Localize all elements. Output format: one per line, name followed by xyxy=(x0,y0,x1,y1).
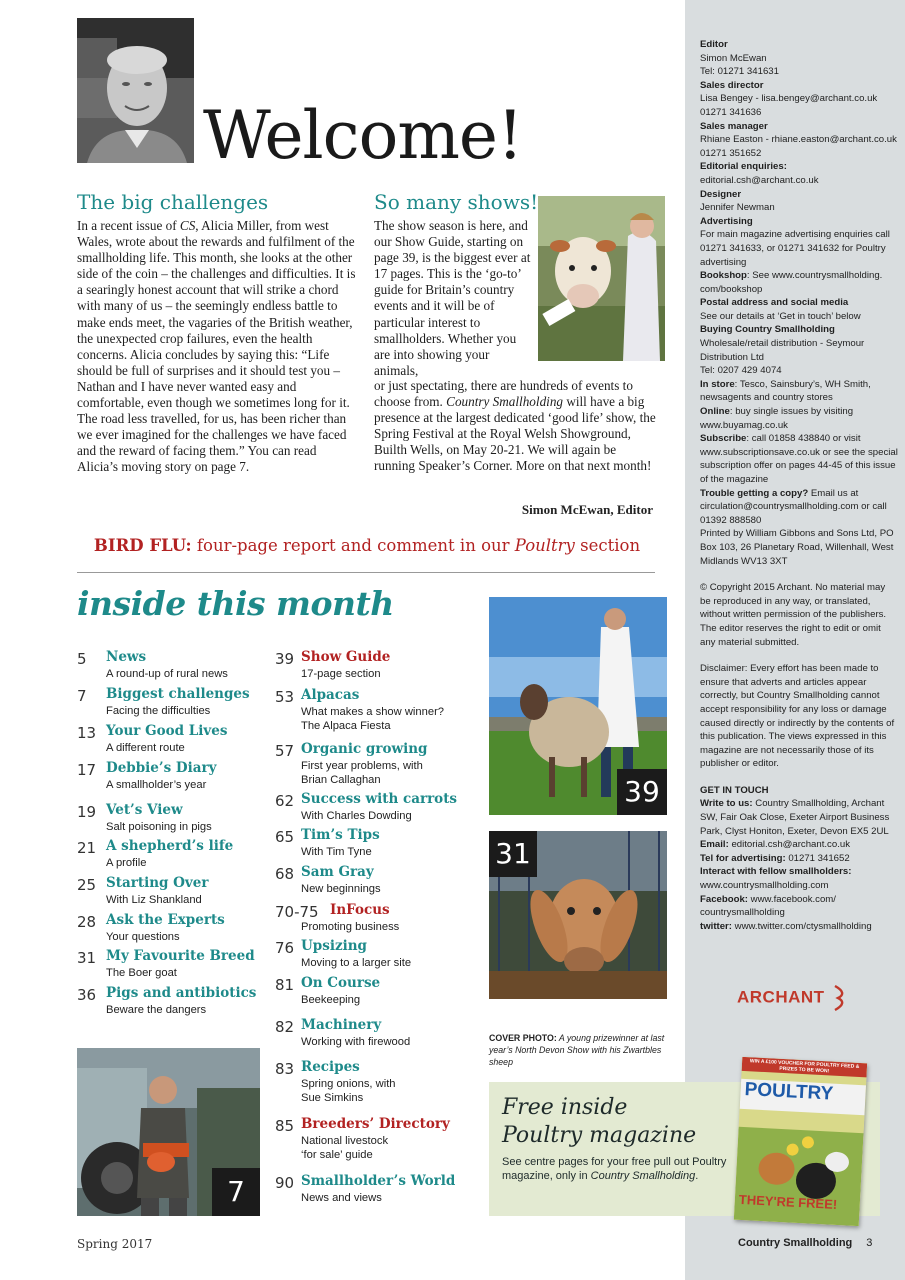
bookshop-text: : See www.countrysmallholding. com/bookshop xyxy=(700,270,883,295)
toc-title[interactable]: Starting Over xyxy=(106,875,209,891)
toc-page-number: 82 xyxy=(275,1018,295,1036)
toc-description: Salt poisoning in pigs xyxy=(106,821,212,833)
editor-portrait xyxy=(77,18,194,163)
toc-entry[interactable] xyxy=(275,1174,495,1208)
toc-entry[interactable] xyxy=(275,903,495,937)
toc-description: Beware the dangers xyxy=(106,1004,207,1016)
toc-description: With Tim Tyne xyxy=(301,846,372,858)
facebook-label: Facebook: xyxy=(700,893,748,905)
boer-goat-photo xyxy=(489,831,667,999)
sales-director-tel: 01271 341636 xyxy=(700,106,762,118)
toc-page-number: 19 xyxy=(77,803,97,821)
advertising-text: For main magazine advertising enquiries call 01271 341633, or 01271 341632 for Poultry advertising xyxy=(700,229,890,268)
buying-text: Wholesale/retail distribution - Seymour Distribution Ltd xyxy=(700,338,865,363)
promo-text: See centre pages for your free pull out Poultry magazine, only in Country Smallholding. xyxy=(502,1156,727,1182)
col1-heading: The big challenges xyxy=(77,190,269,214)
toc-title[interactable]: Recipes xyxy=(301,1059,360,1075)
folio: Country Smallholding 3 xyxy=(738,1237,873,1249)
col2-body-top: The show season is here, and our Show Guide, starting on page 39, is the biggest ever at 17 pages. This is the ‘go-to’ guide for Britain’s country events and it will be of particular interest to smallholders. Whether you are into showing your animals, xyxy=(374,218,531,378)
toc-description: 17-page section xyxy=(301,668,381,680)
toc-title[interactable]: Breeders’ Directory xyxy=(301,1116,450,1132)
toc-description: Facing the difficulties xyxy=(106,705,211,717)
toc-description: First year problems, with xyxy=(301,760,423,772)
toc-entry[interactable] xyxy=(275,1018,495,1052)
toc-description-line2: ‘for sale’ guide xyxy=(301,1149,373,1161)
toc-entry[interactable] xyxy=(77,913,297,947)
man-page-number: 7 xyxy=(212,1168,260,1216)
toc-title[interactable]: Success with carrots xyxy=(301,791,458,807)
toc-title[interactable]: Vet’s View xyxy=(106,802,183,818)
get-in-touch-label: GET IN TOUCH xyxy=(700,784,769,796)
sales-manager-label: Sales manager xyxy=(700,120,768,132)
toc-description: News and views xyxy=(301,1192,382,1204)
toc-page-number: 90 xyxy=(275,1174,295,1192)
toc-title[interactable]: Debbie’s Diary xyxy=(106,760,217,776)
subscribe-label: Subscribe xyxy=(700,433,747,445)
toc-entry[interactable] xyxy=(77,650,297,684)
editor-label: Editor xyxy=(700,39,728,50)
tel-advertising-label: Tel for advertising: xyxy=(700,852,786,864)
instore-label: In store xyxy=(700,378,735,390)
toc-description: Working with firewood xyxy=(301,1036,411,1048)
toc-entry[interactable] xyxy=(77,876,297,910)
toc-entry[interactable] xyxy=(77,986,297,1020)
toc-title[interactable]: Organic growing xyxy=(301,741,428,757)
sales-director-label: Sales director xyxy=(700,79,764,91)
trouble-label: Trouble getting a copy? xyxy=(700,487,809,499)
toc-entry[interactable] xyxy=(275,792,495,826)
advertising-label: Advertising xyxy=(700,215,753,227)
toc-entry[interactable] xyxy=(275,650,495,684)
editor-tel: Tel: 01271 341631 xyxy=(700,66,779,78)
email-label: Email: xyxy=(700,839,729,851)
sheep-page-number: 39 xyxy=(617,769,667,815)
toc-title[interactable]: Your Good Lives xyxy=(106,723,228,739)
toc-entry[interactable] xyxy=(275,687,495,732)
col1-body: In a recent issue of CS, Alicia Miller, from west Wales, wrote about the rewards and fulfilment of the smallholding life. This month, she looks at the other side of the coin – the challenges and difficulties. It is a searingly honest account that will strike a chord with many of us – the seemingly endless battle to make ends meet, the vagaries of the British weather, the unexpected crop failures, even the health concerns. Alicia concludes by saying this: “Life should be full of surprises and it should test you – Nathan and I have never wanted easy and comfortable, even though we sometimes long for it. The road less travelled, for us, has been richer than we ever imagined for the challenges we have faced and the reward of facing them.” You can read Alicia’s moving story on page 7. xyxy=(77,218,356,475)
toc-entry[interactable] xyxy=(77,724,297,758)
divider xyxy=(77,572,655,573)
sales-manager-tel: 01271 351652 xyxy=(700,147,762,159)
toc-page-number: 7 xyxy=(77,687,87,705)
email-text: editorial.csh@archant.co.uk xyxy=(728,839,850,851)
toc-entry[interactable] xyxy=(77,949,297,983)
toc-description: Beekeeping xyxy=(301,994,361,1006)
credits-text xyxy=(700,38,898,933)
toc-entry[interactable] xyxy=(77,687,297,721)
toc-entry[interactable] xyxy=(275,828,495,862)
toc-title[interactable]: News xyxy=(106,649,147,665)
toc-page-number: 17 xyxy=(77,761,97,779)
subscribe-text: : call 01858 438840 or visit www.subscriptionsave.co.uk or see the special subscription offer on pages 44-45 of this issue of the magazine xyxy=(700,433,898,485)
toc-page-number: 5 xyxy=(77,650,87,668)
toc-title[interactable]: Biggest challenges xyxy=(106,686,250,702)
mag-title: POULTRY xyxy=(744,1079,834,1105)
toc-description: Moving to a larger site xyxy=(301,957,412,969)
toc-title[interactable]: Tim’s Tips xyxy=(301,827,380,843)
toc-description: A round-up of rural news xyxy=(106,668,228,680)
toc-description: Spring onions, with xyxy=(301,1078,396,1090)
toc-page-number: 25 xyxy=(77,876,97,894)
toc-title[interactable]: Alpacas xyxy=(301,687,360,703)
disclaimer-text: Disclaimer: Every effort has been made to ensure that adverts and articles appear correctly, but Country Smallholding cannot accept responsibility for any loss or damage caused directly or indirectly by the contents of this publication. The views expressed in this magazine are not necessarily those of its publisher or editor. xyxy=(700,663,895,770)
editorial-email: editorial.csh@archant.co.uk xyxy=(700,174,819,186)
toc-page-number: 39 xyxy=(275,650,295,668)
toc-entry[interactable] xyxy=(275,939,495,973)
show-cow-photo xyxy=(538,196,665,361)
toc-entry[interactable] xyxy=(275,865,495,899)
toc-title[interactable]: Show Guide xyxy=(301,649,391,665)
col2-heading: So many shows! xyxy=(374,190,539,214)
archant-logo: ARCHANT xyxy=(737,985,848,1011)
cover-sheep-photo xyxy=(489,597,667,815)
toc-page-number: 76 xyxy=(275,939,295,957)
toc-entry[interactable] xyxy=(275,741,495,786)
toc-title[interactable]: On Course xyxy=(301,975,381,991)
twitter-text: www.twitter.com/ctysmallholding xyxy=(731,920,872,932)
issue-date: Spring 2017 xyxy=(77,1237,153,1251)
postal-label: Postal address and social media xyxy=(700,297,849,309)
toc-description: A different route xyxy=(106,742,185,754)
interact-text: www.countrysmallholding.com xyxy=(700,880,829,892)
toc-page-number: 28 xyxy=(77,913,97,931)
toc-title[interactable]: Machinery xyxy=(301,1017,382,1033)
bird-flu-banner: BIRD FLU: four-page report and comment in our Poultry section xyxy=(93,536,641,555)
toc-description-line2: The Alpaca Fiesta xyxy=(301,720,391,732)
toc-entry[interactable] xyxy=(275,1116,495,1161)
buying-tel: Tel: 0207 429 4074 xyxy=(700,365,782,377)
instore-text: : Tesco, Sainsbury’s, WH Smith, newsagents and country stores xyxy=(700,378,871,404)
toc-entry[interactable] xyxy=(275,1059,495,1104)
toc-page-number: 68 xyxy=(275,865,295,883)
designer-label: Designer xyxy=(700,188,742,200)
editorial-label: Editorial enquiries: xyxy=(700,161,787,173)
toc-page-number: 70-75 xyxy=(275,903,319,921)
toc-entry[interactable] xyxy=(77,839,297,873)
toc-page-number: 81 xyxy=(275,976,295,994)
col2-body-bottom: or just spectating, there are hundreds of events to choose from. Country Smallholding will have a big presence at the largest dedicated ‘good life’ show, the Spring Festival at the Royal Welsh Showground, Builth Wells, on May 20-21. We will again be running Speaker’s Corner. More on that next month! xyxy=(374,378,656,474)
toc-description-line2: Brian Callaghan xyxy=(301,774,381,786)
toc-title[interactable]: My Favourite Breed xyxy=(106,948,255,964)
toc-description: With Liz Shankland xyxy=(106,894,202,906)
toc-description: New beginnings xyxy=(301,883,381,895)
toc-description: The Boer goat xyxy=(106,967,177,979)
toc-description-line2: Sue Simkins xyxy=(301,1092,364,1104)
toc-page-number: 21 xyxy=(77,839,97,857)
twitter-label: twitter: xyxy=(700,920,732,932)
toc-description: Promoting business xyxy=(301,921,400,933)
cover-photo-caption: COVER PHOTO: A young prizewinner at last year’s North Devon Show with his Zwartbles sheep xyxy=(489,1033,665,1067)
online-text: : buy single issues by visiting www.buyamag.co.uk xyxy=(700,406,854,431)
toc-title[interactable]: Smallholder’s World xyxy=(301,1173,456,1189)
toc-heading: inside this month xyxy=(77,584,394,623)
toc-description: With Charles Dowding xyxy=(301,810,412,822)
toc-page-number: 53 xyxy=(275,688,295,706)
editor-name: Simon McEwan xyxy=(700,52,767,64)
mag-cover-line: THEY'RE FREE! xyxy=(738,1191,838,1212)
write-text: Country Smallholding, Archant SW, Fair Oak Close, Exeter Airport Business Park, Clyst Honiton, Exeter, Devon EX5 2UL xyxy=(700,798,890,837)
trouble-text: Email us at circulation@countrysmallholding.com or call 01392 888580 xyxy=(700,487,887,526)
copyright-text: © Copyright 2015 Archant. No material may be reproduced in any way, or translated, without written permission of the publishers. The editor reserves the right to edit or omit any material submitted. xyxy=(700,582,887,648)
toc-description: A smallholder’s year xyxy=(106,779,207,791)
write-label: Write to us: xyxy=(700,798,753,810)
page-title: Welcome! xyxy=(203,97,523,174)
promo-title: Free inside Poultry magazine xyxy=(502,1095,697,1148)
online-label: Online xyxy=(700,406,730,418)
toc-description: Your questions xyxy=(106,931,180,943)
designer-name: Jennifer Newman xyxy=(700,202,775,214)
toc-entry[interactable] xyxy=(77,761,297,795)
facebook-text: www.facebook.com/ countrysmallholding xyxy=(700,893,836,919)
sales-manager: Rhiane Easton - rhiane.easton@archant.co.uk xyxy=(700,134,897,146)
bookshop-label: Bookshop xyxy=(700,270,747,282)
toc-page-number: 85 xyxy=(275,1117,295,1135)
toc-page-number: 36 xyxy=(77,986,97,1004)
toc-entry[interactable] xyxy=(275,976,495,1010)
firewood-man-photo xyxy=(77,1048,260,1216)
toc-description: What makes a show winner? xyxy=(301,706,445,718)
postal-text: See our details at ‘Get in touch’ below xyxy=(700,310,861,322)
toc-description: National livestock xyxy=(301,1135,389,1147)
toc-page-number: 65 xyxy=(275,828,295,846)
toc-page-number: 57 xyxy=(275,742,295,760)
toc-page-number: 13 xyxy=(77,724,97,742)
toc-page-number: 31 xyxy=(77,949,97,967)
tel-advertising-text: 01271 341652 xyxy=(785,852,850,864)
toc-page-number: 62 xyxy=(275,792,295,810)
poultry-magazine-cover xyxy=(734,1057,867,1226)
toc-description: A profile xyxy=(106,857,147,869)
buying-label: Buying Country Smallholding xyxy=(700,324,835,336)
goat-page-number: 31 xyxy=(489,831,537,877)
toc-title[interactable]: Upsizing xyxy=(301,938,367,954)
toc-title[interactable]: Ask the Experts xyxy=(106,912,225,928)
toc-title[interactable]: Sam Gray xyxy=(301,864,374,880)
toc-entry[interactable] xyxy=(77,803,297,837)
toc-page-number: 83 xyxy=(275,1060,295,1078)
editor-signature: Simon McEwan, Editor xyxy=(521,502,653,517)
toc-title[interactable]: A shepherd’s life xyxy=(106,838,234,854)
mag-banner: WIN A £100 VOUCHER FOR POULTRY FEED & PRIZES TO BE WON! xyxy=(749,1058,860,1074)
toc-title[interactable]: Pigs and antibiotics xyxy=(106,985,257,1001)
interact-label: Interact with fellow smallholders: xyxy=(700,866,852,878)
printed-text: Printed by William Gibbons and Sons Ltd, PO Box 103, 26 Planetary Road, Willenhall, West Midlands WV13 3XT xyxy=(700,528,894,567)
sales-director: Lisa Bengey - lisa.bengey@archant.co.uk xyxy=(700,93,878,105)
toc-title[interactable]: InFocus xyxy=(330,902,390,918)
